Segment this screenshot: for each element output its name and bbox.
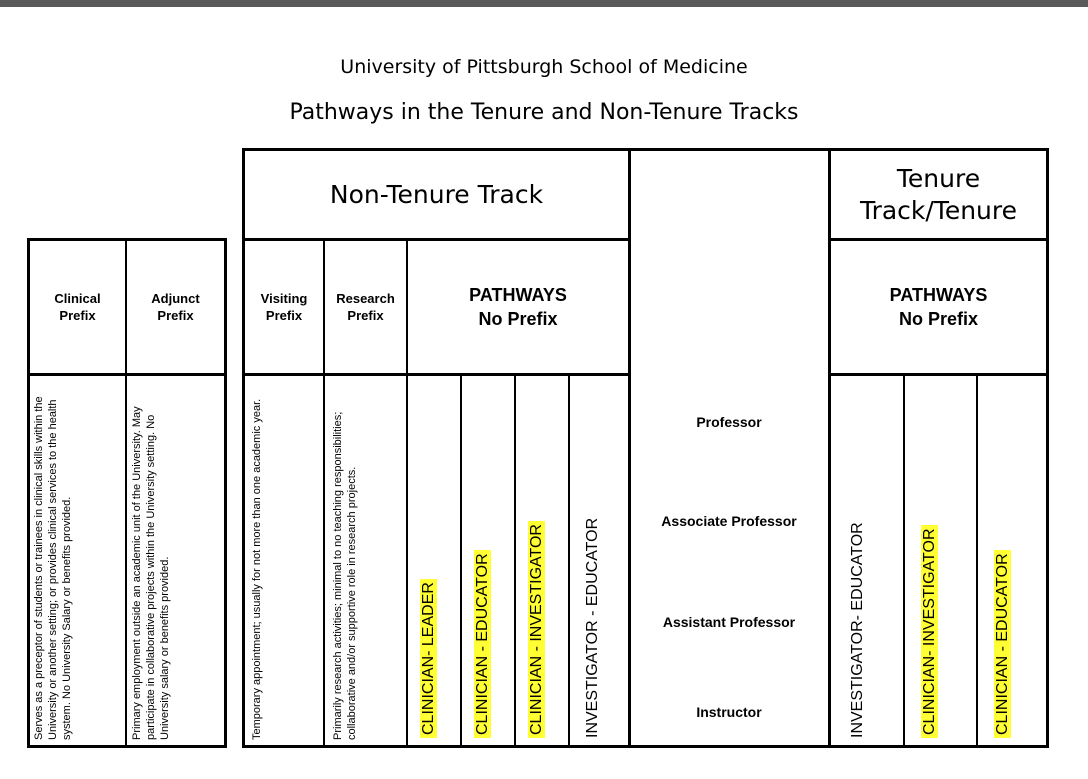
tenure-pathway-investigator-educator: INVESTIGATOR- EDUCATOR — [849, 522, 866, 738]
research-description: Primarily research activities; minimal to no teaching responsibilities; collaborative and/or supportive role in research projects. — [332, 411, 358, 740]
pathway-clinician-investigator: CLINICIAN - INVESTIGATOR — [527, 378, 563, 744]
tenure-track-title: Tenure Track/Tenure — [859, 163, 1018, 225]
rank-instructor: Instructor — [696, 704, 762, 720]
pathway-clinician-educator: CLINICIAN - EDUCATOR — [473, 378, 509, 744]
non-tenure-track-title: Non-Tenure Track — [329, 179, 544, 209]
page-title: University of Pittsburgh School of Medicine — [340, 56, 748, 78]
adjunct-prefix-header: Adjunct Prefix — [151, 291, 200, 323]
clinical-prefix-header: Clinical Prefix — [54, 291, 101, 323]
pathway-investigator-educator: INVESTIGATOR - EDUCATOR — [584, 517, 601, 738]
non-tenure-pathways-header: PATHWAYS No Prefix — [469, 285, 567, 329]
tenure-pathway-clinician-educator: CLINICIAN - EDUCATOR — [993, 378, 1029, 744]
tenure-pathway-clinician-investigator: CLINICIAN- INVESTIGATOR — [920, 378, 956, 744]
clinical-description: Serves as a preceptor of students or trainees in clinical skills within the University or another setting; or provides clinical services to the health system. No University Salary or benefits provided. — [33, 396, 73, 740]
adjunct-description: Primary employment outside an academic unit of the University. May participate in collaborative projects within the University setting. No University salary or benefits provided. — [131, 406, 171, 740]
rank-associate-professor: Associate Professor — [661, 513, 797, 529]
rank-assistant-professor: Assistant Professor — [662, 614, 796, 630]
tenure-pathways-header: PATHWAYS No Prefix — [889, 285, 988, 329]
page-subtitle: Pathways in the Tenure and Non-Tenure Tracks — [289, 100, 799, 125]
top-bar — [0, 0, 1088, 7]
rank-professor: Professor — [696, 414, 762, 430]
research-prefix-header: Research Prefix — [336, 291, 395, 323]
visiting-description: Temporary appointment; usually for not more than one academic year. — [251, 398, 263, 740]
visiting-prefix-header: Visiting Prefix — [260, 291, 308, 323]
pathway-clinician-leader: CLINICIAN- LEADER — [419, 378, 455, 744]
